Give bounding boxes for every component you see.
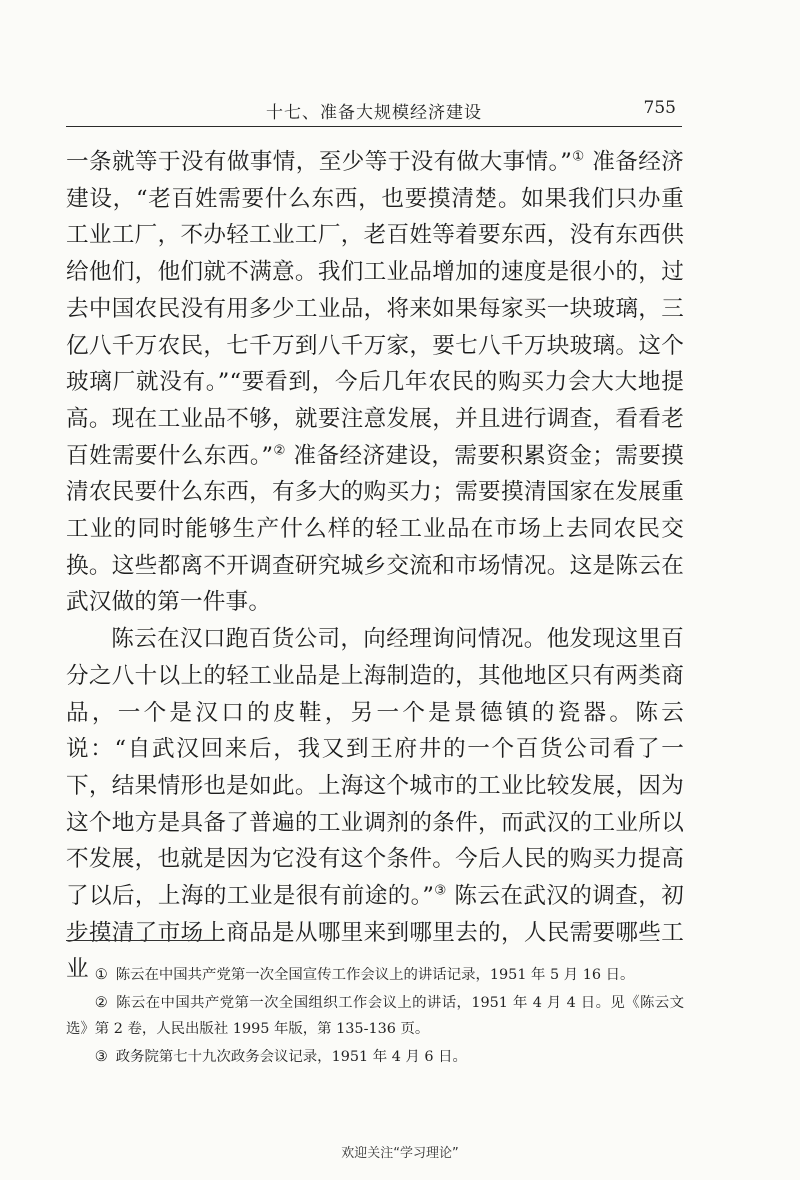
footnote-2-mark: ②: [94, 995, 109, 1011]
footnote-ref-3: ③: [434, 882, 447, 899]
footnote-2-text: 陈云在中国共产党第一次全国组织工作会议上的讲话，1951 年 4 月 4 日。见《陈云文选》第 2 卷，人民出版社 1995 年版，第 135-136 页。: [66, 995, 684, 1037]
running-head: [66, 96, 682, 127]
footnote-1-text: 陈云在中国共产党第一次全国宣传工作会议上的讲话记录，1951 年 5 月 16 日。: [115, 967, 635, 983]
page-number: 755: [643, 98, 676, 118]
footnote-ref-2: ②: [273, 442, 286, 459]
paragraph-2: [66, 621, 684, 988]
footnote-separator: [66, 940, 224, 941]
paragraph-1-part-a: 一条就等于没有做事情，至少等于没有做大事情。”: [66, 149, 572, 175]
body-text: [66, 144, 684, 988]
footnote-3-text: 政务院第七十九次政务会议记录，1951 年 4 月 6 日。: [115, 1049, 467, 1065]
paragraph-1: [66, 144, 684, 621]
chapter-title: 十七、准备大规模经济建设: [266, 103, 482, 123]
footnote-3: [66, 1044, 684, 1070]
footnote-1-mark: ①: [94, 967, 108, 983]
footnote-ref-1: ①: [571, 148, 585, 165]
footnote-3-mark: ③: [94, 1049, 108, 1065]
footnotes: [66, 962, 684, 1072]
paragraph-2-part-b: 陈云在武汉的调查，初步摸清了市场上商品是从哪里来到哪里去的，人民需要哪些工业: [66, 883, 684, 983]
footnote-2: [66, 990, 684, 1042]
paragraph-2-part-a: 陈云在汉口跑百货公司，向经理询问情况。他发现这里百分之八十以上的轻工业品是上海制造的，其他地区只有两类商品，一个是汉口的皮鞋，另一个是景德镇的瓷器。陈云说：“自武汉回来后，我又到王府井的一个百货公司看了一下，结果情形也是如此。上海这个城市的工业比较发展，因为这个地方是具备了普遍的工业调剂的条件，而武汉的工业所以不发展，也就是因为它没有这个条件。今后人民的购买力提高了以后，上海的工业是很有前途的。”: [66, 626, 684, 910]
paragraph-1-part-b: 准备经济建设，“老百姓需要什么东西，也要摸清楚。如果我们只办重工业工厂，不办轻工业工厂，老百姓等着要东西，没有东西供给他们，他们就不满意。我们工业品增加的速度是很小的，过去中国农民没有用多少工业品，将来如果每家买一块玻璃，三亿八千万农民，七千万到八千万家，要七八千万块玻璃。这个玻璃厂就没有。”“要看到，今后几年农民的购买力会大大地提高。现在工业品不够，就要注意发展，并且进行调查，看看老百姓需要什么东西。”: [66, 149, 684, 469]
bottom-note: 欢迎关注“学习理论”: [341, 1146, 459, 1161]
footnote-1: [66, 962, 684, 988]
paragraph-1-part-c: 准备经济建设，需要积累资金；需要摸清农民要什么东西，有多大的购买力；需要摸清国家在发展重工业的同时能够生产什么样的轻工业品在市场上去同农民交换。这些都离不开调查研究城乡交流和市场情况。这是陈云在武汉做的第一件事。: [66, 442, 684, 616]
